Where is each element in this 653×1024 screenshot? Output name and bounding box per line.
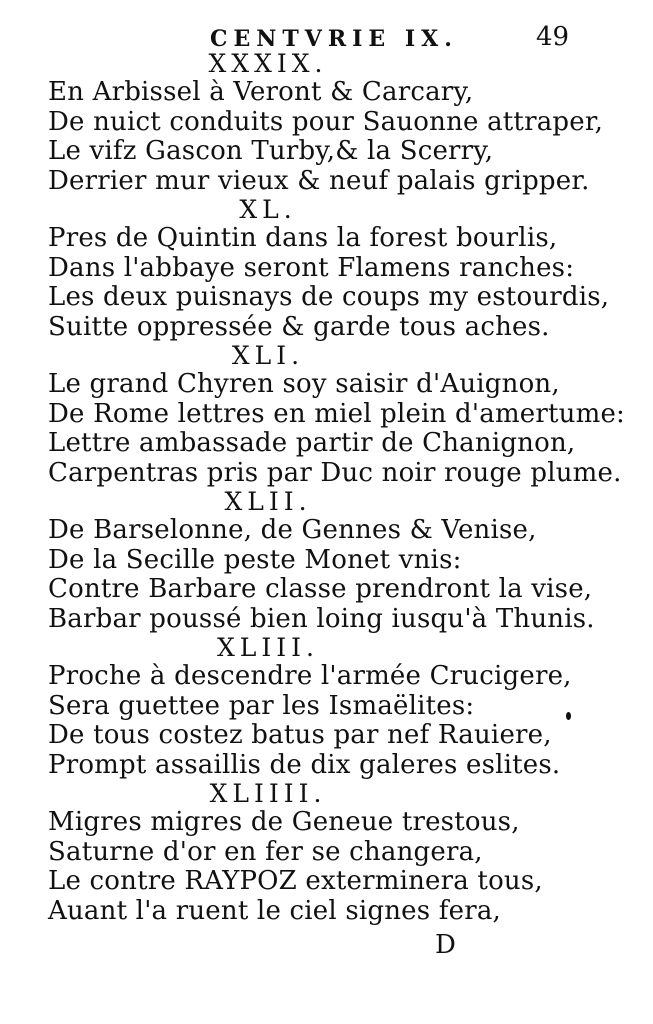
verse-line: Barbar poussé bien loing iusqu'à Thunis.	[48, 603, 595, 634]
quatrain-numeral: XL.	[239, 195, 297, 224]
signature-mark: D	[435, 930, 456, 960]
verse-line: Sera guettee par les Ismaëlites:	[48, 690, 475, 721]
verse-line: Suitte oppressée & garde tous aches.	[48, 311, 550, 342]
quatrain-42	[48, 488, 628, 634]
page-number: 49	[536, 22, 570, 52]
verse-line: Le grand Chyren soy saisir d'Auignon,	[48, 369, 560, 399]
quatrain-40	[48, 196, 628, 342]
verse-line: De la Secille peste Monet vnis:	[48, 544, 462, 575]
quatrain-44	[48, 780, 628, 926]
verse-line: Pres de Quintin dans la forest bourlis,	[48, 223, 558, 253]
quatrain-numeral: XLIIII.	[209, 779, 327, 808]
verse-line: Lettre ambassade partir de Chanignon,	[48, 428, 576, 458]
quatrain-39	[48, 50, 628, 196]
ink-speck	[566, 712, 571, 720]
verse-line: Contre Barbare classe prendront la vise,	[48, 574, 593, 604]
quatrain-41	[48, 342, 628, 488]
verse-line: Saturne d'or en fer se changera,	[48, 836, 483, 867]
century-title: CENTVRIE IX.	[210, 26, 458, 52]
quatrain-43	[48, 634, 628, 780]
verse-line: De Rome lettres en miel plein d'amertume:	[48, 398, 626, 429]
quatrain-numeral: XLI.	[231, 341, 305, 370]
verse-line: Auant l'a ruent le ciel signes fera,	[48, 895, 501, 926]
verse-line: Proche à descendre l'armée Crucigere,	[48, 661, 572, 691]
verse-line: Dans l'abbaye seront Flamens ranches:	[48, 252, 575, 283]
verse-line: Le contre RAYPOZ exterminera tous,	[48, 866, 543, 896]
verse-line: Carpentras pris par Duc noir rouge plume.	[48, 457, 622, 488]
quatrain-numeral: XXXIX.	[208, 49, 328, 78]
verse-line: Le vifz Gascon Turby,& la Scerry,	[48, 136, 494, 166]
verse-line: De tous costez batus par nef Rauiere,	[48, 720, 552, 750]
verse-line: En Arbissel à Veront & Carcary,	[48, 77, 474, 107]
running-head	[0, 22, 653, 52]
verse-line: Prompt assaillis de dix galeres eslites.	[48, 749, 561, 780]
verse-text-block	[48, 50, 628, 926]
verse-line: De Barselonne, de Gennes & Venise,	[48, 515, 537, 545]
quatrain-numeral: XLII.	[224, 487, 312, 516]
verse-line: Derrier mur vieux & neuf palais gripper.	[48, 165, 590, 196]
verse-line: Les deux puisnays de coups my estourdis,	[48, 282, 610, 312]
verse-line: De nuict conduits pour Sauonne attraper,	[48, 106, 604, 137]
quatrain-numeral: XLIII.	[217, 633, 319, 662]
verse-line: Migres migres de Geneue trestous,	[48, 807, 520, 837]
